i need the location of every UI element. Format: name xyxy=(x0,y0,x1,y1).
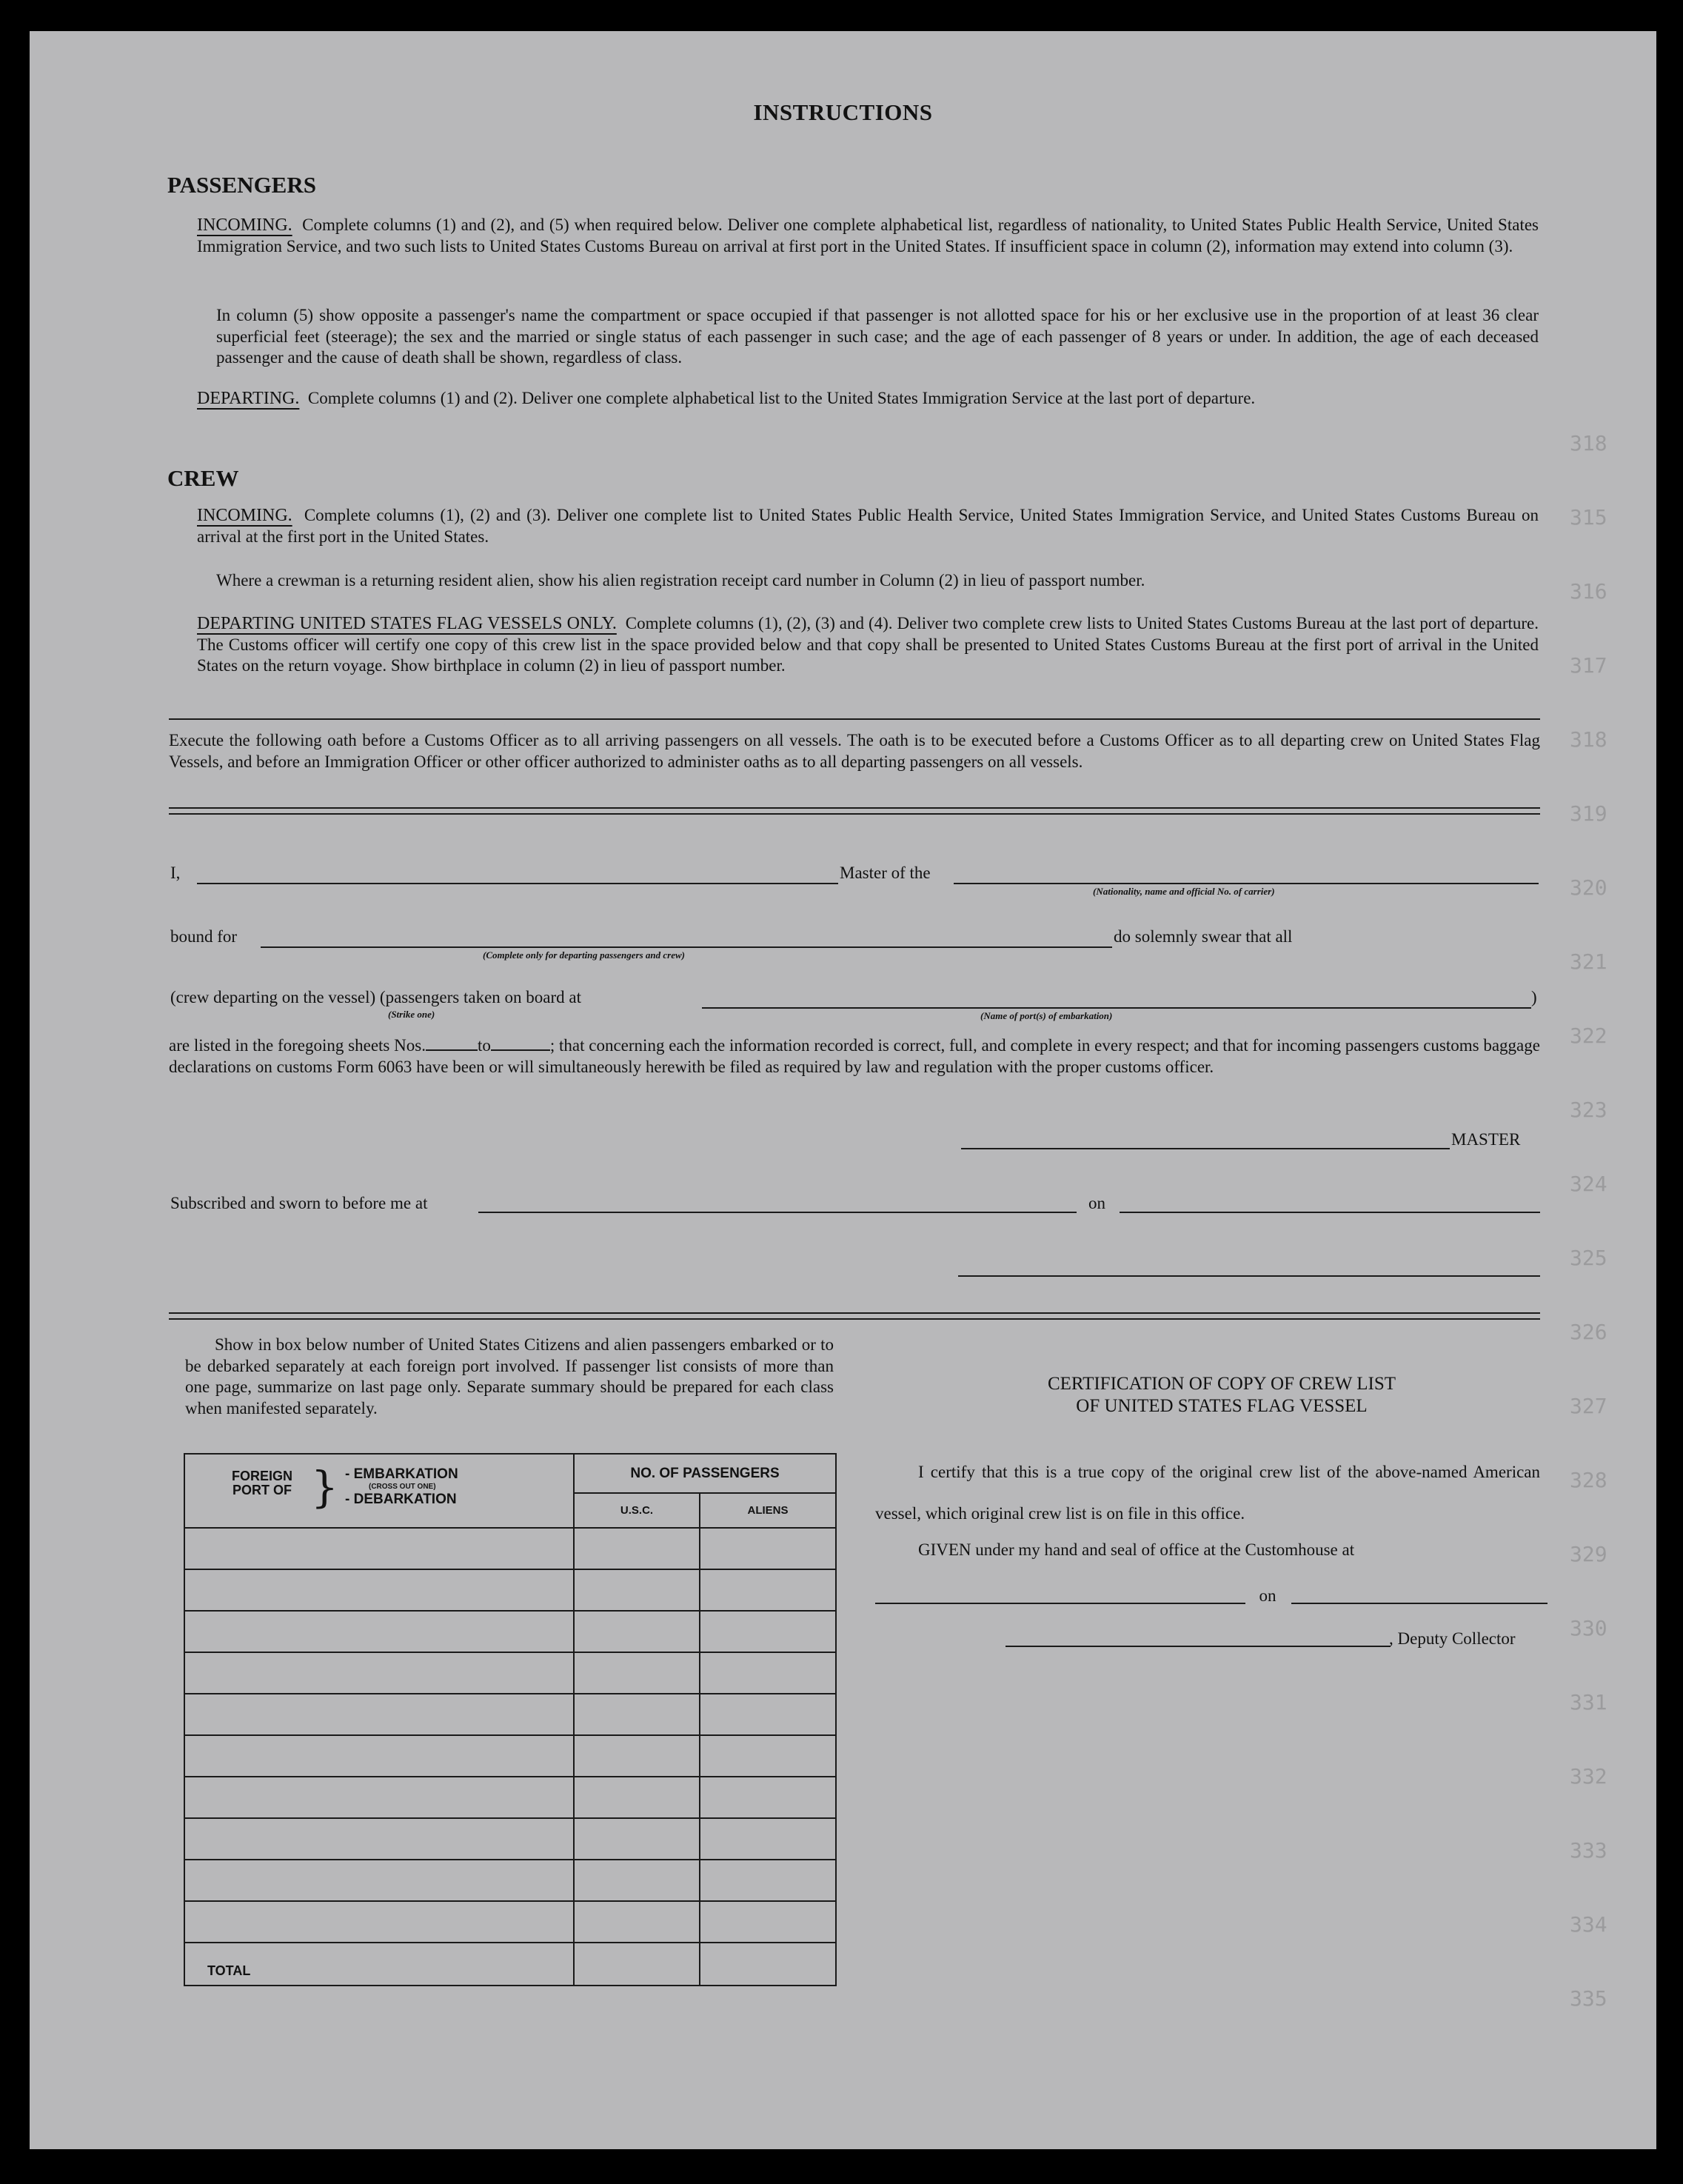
divider xyxy=(169,1312,1540,1314)
margin-mark: 318 xyxy=(1570,431,1607,455)
margin-mark: 320 xyxy=(1570,875,1607,900)
usc-cell[interactable] xyxy=(574,1569,700,1611)
margin-mark: 333 xyxy=(1570,1838,1607,1863)
usc-cell[interactable] xyxy=(574,1818,700,1860)
subscribed-date-line[interactable] xyxy=(1120,1212,1540,1213)
port-cell[interactable] xyxy=(184,1735,574,1777)
oath-do-solemnly: do solemnly swear that all xyxy=(1114,927,1293,946)
divider xyxy=(169,1318,1540,1320)
nationality-caption: (Nationality, name and official No. of carrier) xyxy=(1093,886,1275,897)
table-row xyxy=(184,1652,836,1694)
table-row xyxy=(184,1735,836,1777)
divider xyxy=(169,807,1540,809)
passengers-heading: PASSENGERS xyxy=(167,172,316,198)
passengers-departing xyxy=(197,388,1539,410)
oath-close-paren: ) xyxy=(1531,988,1537,1006)
table-row xyxy=(184,1694,836,1735)
oath-sheets-to: to xyxy=(477,1036,491,1055)
summary-total-row xyxy=(184,1943,836,1986)
oath-sheets-paragraph xyxy=(169,1035,1540,1078)
master-label: MASTER xyxy=(1451,1130,1521,1149)
oath-bound-for: bound for xyxy=(170,927,238,946)
sheets-to-field[interactable] xyxy=(491,1036,550,1051)
passengers-departing-text: Complete columns (1) and (2). Deliver one complete alphabetical list to the United States Immigration Service at the last port of departure. xyxy=(307,389,1256,407)
port-cell[interactable] xyxy=(184,1528,574,1569)
usc-cell[interactable] xyxy=(574,1901,700,1943)
officer-signature-line[interactable] xyxy=(958,1275,1540,1277)
certification-date-line[interactable] xyxy=(1291,1603,1548,1604)
summary-table xyxy=(184,1453,837,1986)
usc-cell[interactable] xyxy=(574,1860,700,1901)
aliens-cell[interactable] xyxy=(700,1735,836,1777)
foreign-port-of-label: FOREIGN PORT OF xyxy=(231,1469,292,1497)
summary-instructions: Show in box below number of United States Citizens and alien passengers embarked or to be debarked separately at each foreign port involved. If passenger list consists of more than one page, summarize on last page only. Separate summary should be prepared for each class when manifested separately. xyxy=(185,1335,834,1417)
crew-incoming-lead: INCOMING. xyxy=(197,506,292,525)
aliens-cell[interactable] xyxy=(700,1611,836,1652)
cross-out-label: (CROSS OUT ONE) xyxy=(369,1483,436,1491)
usc-cell[interactable] xyxy=(574,1777,700,1818)
oath-port-line[interactable] xyxy=(702,1007,1531,1009)
usc-cell[interactable] xyxy=(574,1735,700,1777)
oath-crew-passengers: (crew departing on the vessel) (passengers taken on board at xyxy=(170,988,581,1006)
divider xyxy=(169,718,1540,720)
passengers-departing-lead: DEPARTING. xyxy=(197,389,300,408)
crew-departing-text: Complete columns (1), (2), (3) and (4). Deliver two complete crew lists to United States Customs Bureau at the last port of departure. The Customs officer will certify one copy of this crew list in the space provided below and that copy shall be presented to United States Customs Bureau at the first port of arrival in the United States on the return voyage. Show birthplace in column (2) in lieu of passport number. xyxy=(197,614,1539,675)
aliens-cell[interactable] xyxy=(700,1818,836,1860)
debarkation-label: - DEBARKATION xyxy=(345,1492,457,1507)
margin-mark: 316 xyxy=(1570,579,1607,604)
oath-master-of-the: Master of the xyxy=(840,864,931,882)
usc-cell[interactable] xyxy=(574,1694,700,1735)
margin-mark: 331 xyxy=(1570,1690,1607,1714)
aliens-cell[interactable] xyxy=(700,1569,836,1611)
deputy-signature-line[interactable] xyxy=(1006,1646,1391,1647)
port-cell[interactable] xyxy=(184,1652,574,1694)
oath-name-line[interactable] xyxy=(197,883,838,884)
customhouse-line[interactable] xyxy=(875,1603,1245,1604)
port-header-cell xyxy=(184,1454,574,1528)
margin-mark: 335 xyxy=(1570,1986,1607,2011)
passengers-incoming-text: Complete columns (1) and (2), and (5) when required below. Deliver one complete alphabetical list, regardless of nationality, to United States Public Health Service, United States Immigration Service, and two such lists to United States Customs Bureau on arrival at first port in the United States. If insufficient space in column (2), information may extend into column (3). xyxy=(197,216,1539,256)
oath-i: I, xyxy=(170,864,181,882)
embarkation-label: - EMBARKATION xyxy=(345,1466,458,1482)
aliens-cell[interactable] xyxy=(700,1528,836,1569)
total-aliens-cell[interactable] xyxy=(700,1943,836,1986)
crew-incoming-text: Complete columns (1), (2) and (3). Deliver one complete list to United States Public Health Service, United States Immigration Service, and United States Customs Bureau on arrival at the first port in the United States. xyxy=(197,506,1539,546)
margin-mark: 321 xyxy=(1570,949,1607,974)
subscribed-on: on xyxy=(1088,1194,1105,1212)
oath-bound-line[interactable] xyxy=(261,946,1112,948)
complete-only-caption: (Complete only for departing passengers and crew) xyxy=(483,949,685,961)
port-cell[interactable] xyxy=(184,1694,574,1735)
margin-mark: 326 xyxy=(1570,1320,1607,1344)
certification-text: I certify that this is a true copy of the original crew list of the above-named American vessel, which original crew list is on file in this office. xyxy=(875,1463,1540,1523)
margin-mark: 329 xyxy=(1570,1542,1607,1566)
aliens-cell[interactable] xyxy=(700,1652,836,1694)
master-signature-line[interactable] xyxy=(961,1148,1450,1149)
subscribed-label: Subscribed and sworn to before me at xyxy=(170,1194,428,1212)
aliens-cell[interactable] xyxy=(700,1777,836,1818)
certification-title-line1: CERTIFICATION OF COPY OF CREW LIST xyxy=(1047,1374,1396,1394)
margin-mark: 332 xyxy=(1570,1764,1607,1789)
table-row xyxy=(184,1528,836,1569)
passengers-incoming-note: In column (5) show opposite a passenger's name the compartment or space occupied if that passenger is not allotted space for his or her exclusive use in the proportion of at least 36 clear superficial feet (steerage); the sex and the married or single status of each passenger in such case; and the age of each passenger of 8 years or under. In addition, the age of each deceased passenger and the cause of death shall be shown, regardless of class. xyxy=(216,306,1539,367)
aliens-cell[interactable] xyxy=(700,1860,836,1901)
certification-title-line2: OF UNITED STATES FLAG VESSEL xyxy=(1076,1396,1368,1416)
total-label: TOTAL xyxy=(184,1943,574,1986)
brace-icon: } xyxy=(311,1462,338,1512)
usc-cell[interactable] xyxy=(574,1611,700,1652)
crew-departing xyxy=(197,613,1539,677)
crew-heading: CREW xyxy=(167,465,239,491)
port-cell[interactable] xyxy=(184,1818,574,1860)
margin-mark: 328 xyxy=(1570,1468,1607,1492)
divider xyxy=(169,813,1540,815)
port-cell[interactable] xyxy=(184,1569,574,1611)
usc-header: U.S.C. xyxy=(574,1493,700,1528)
oath-sheets-b: ; that concerning each the information recorded is correct, full, and complete in every respect; and that for incoming passengers customs baggage declarations on customs Form 6063 have been or will simultaneously herewith be filed as required by law and regulation with the proper customs officer. xyxy=(169,1036,1540,1076)
margin-mark: 327 xyxy=(1570,1394,1607,1418)
table-row xyxy=(184,1860,836,1901)
summary-header-row xyxy=(184,1454,836,1493)
certification-on: on xyxy=(1259,1586,1277,1605)
margin-mark: 325 xyxy=(1570,1246,1607,1270)
table-row xyxy=(184,1777,836,1818)
crew-departing-lead: DEPARTING UNITED STATES FLAG VESSELS ONLY. xyxy=(197,614,617,633)
sheets-from-field[interactable] xyxy=(426,1036,478,1051)
passenger-summary-box xyxy=(184,1453,837,1986)
port-cell[interactable] xyxy=(184,1901,574,1943)
margin-mark: 324 xyxy=(1570,1172,1607,1196)
margin-mark: 322 xyxy=(1570,1023,1607,1048)
page-title: INSTRUCTIONS xyxy=(753,99,933,125)
no-of-passengers-header: NO. OF PASSENGERS xyxy=(574,1454,836,1493)
usc-cell[interactable] xyxy=(574,1652,700,1694)
bleed-through-margin xyxy=(1570,431,1651,2134)
table-row xyxy=(184,1901,836,1943)
margin-mark: 315 xyxy=(1570,505,1607,530)
deputy-collector-label: , Deputy Collector xyxy=(1389,1629,1516,1648)
port-cell[interactable] xyxy=(184,1860,574,1901)
usc-cell[interactable] xyxy=(574,1528,700,1569)
crew-incoming xyxy=(197,505,1539,547)
table-row xyxy=(184,1569,836,1611)
certification-given: GIVEN under my hand and seal of office at the Customhouse at xyxy=(918,1540,1355,1559)
passengers-incoming-lead: INCOMING. xyxy=(197,216,292,235)
margin-mark: 317 xyxy=(1570,653,1607,678)
aliens-cell[interactable] xyxy=(700,1694,836,1735)
total-usc-cell[interactable] xyxy=(574,1943,700,1986)
table-row xyxy=(184,1818,836,1860)
port-caption: (Name of port(s) of embarkation) xyxy=(980,1010,1113,1021)
passengers-incoming xyxy=(197,215,1539,257)
aliens-header: ALIENS xyxy=(700,1493,836,1528)
subscribed-place-line[interactable] xyxy=(478,1212,1077,1213)
form-sheet xyxy=(30,31,1656,2149)
port-cell[interactable] xyxy=(184,1777,574,1818)
crew-incoming-note: Where a crewman is a returning resident alien, show his alien registration receipt card number in Column (2) in lieu of passport number. xyxy=(216,571,1145,590)
margin-mark: 319 xyxy=(1570,801,1607,826)
margin-mark: 334 xyxy=(1570,1912,1607,1937)
oath-vessel-line[interactable] xyxy=(954,883,1539,884)
oath-sheets-a: are listed in the foregoing sheets Nos. xyxy=(169,1036,426,1055)
margin-mark: 330 xyxy=(1570,1616,1607,1640)
oath-instruction: Execute the following oath before a Customs Officer as to all arriving passengers on all vessels. The oath is to be executed before a Customs Officer as to all departing crew on United States Flag Vessels, and before an Immigration Officer or other officer authorized to administer oaths as to all departing passengers on all vessels. xyxy=(169,731,1540,771)
strike-caption: (Strike one) xyxy=(388,1009,435,1020)
margin-mark: 323 xyxy=(1570,1098,1607,1122)
aliens-cell[interactable] xyxy=(700,1901,836,1943)
margin-mark: 318 xyxy=(1570,727,1607,752)
port-cell[interactable] xyxy=(184,1611,574,1652)
table-row xyxy=(184,1611,836,1652)
certification-title xyxy=(903,1373,1540,1417)
